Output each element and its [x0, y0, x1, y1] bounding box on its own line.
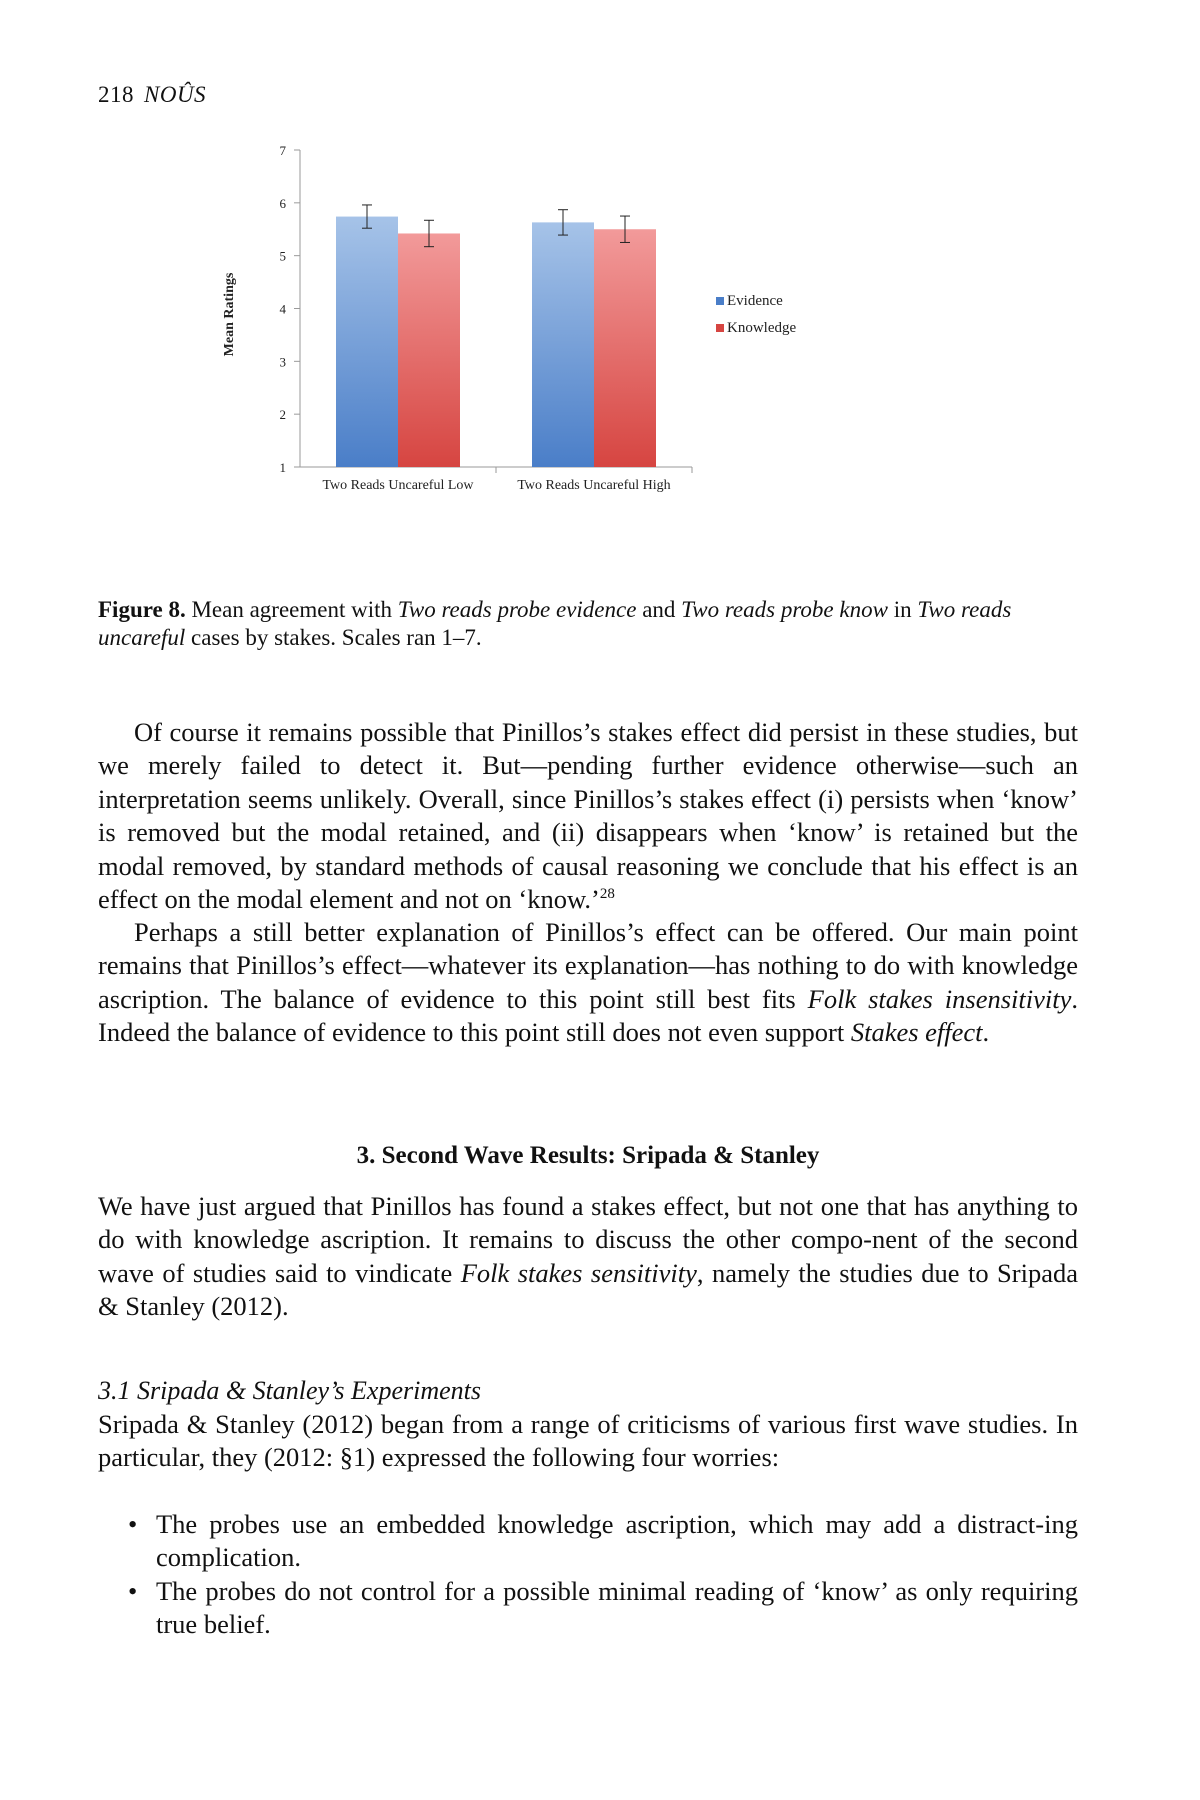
caption-part-0: Mean agreement with: [185, 597, 398, 622]
y-tick-label: 3: [279, 354, 286, 370]
paragraph-3: [98, 1190, 1078, 1324]
legend-label-evidence: Evidence: [727, 293, 783, 309]
y-tick-label: 2: [279, 407, 286, 423]
bar-evidence-1: [532, 222, 594, 467]
caption-part-2: and: [636, 597, 682, 622]
y-axis-label: Mean Ratings: [222, 272, 237, 357]
bullet-icon: •: [128, 1509, 138, 1539]
term-folk-stakes-insensitivity: Folk stakes insensitivity: [807, 983, 1072, 1014]
footnote-ref: 28: [599, 886, 615, 903]
paragraph-2-text-b: . Indeed the balance of evidence to this point still does not even support: [98, 983, 1078, 1048]
bar-evidence-0: [336, 217, 398, 467]
y-tick-label: 5: [279, 248, 286, 264]
paragraph-3-text-b: , namely the studies due to Sripada & Stanley (2012).: [98, 1257, 1078, 1322]
paragraph-3-text-a: We have just argued that Pinillos has found a stakes effect, but not one that has anything to do with knowledge ascription. It remains to discuss the other compo-nent of the second wave of studies said to vindicate: [98, 1191, 1078, 1288]
legend-swatch-evidence: [716, 297, 724, 305]
figure-label: Figure 8.: [98, 597, 186, 622]
caption-part-5: Two reads uncareful: [98, 597, 1012, 650]
bar-knowledge-1: [594, 229, 656, 467]
y-tick-label: 4: [279, 301, 286, 317]
paragraph-2-text-a: Perhaps a still better explanation of Pinillos’s effect can be offered. Our main point remains that Pinillos’s effect—whatever its explanation—has nothing to do with knowledge ascription. The balance of evidence to this point still best fits: [98, 917, 1078, 1014]
bar-knowledge-0: [398, 233, 460, 467]
caption-part-6: cases by stakes. Scales ran 1–7.: [185, 625, 482, 650]
subsection-heading: 3.1 Sripada & Stanley’s Experiments: [98, 1376, 481, 1405]
paragraph-2-text-c: .: [982, 1017, 990, 1048]
y-tick-label: 6: [279, 195, 286, 211]
bar-chart: [222, 143, 960, 590]
page-number: 218: [98, 82, 134, 107]
bullet-list: [98, 1508, 1078, 1642]
legend-label-knowledge: Knowledge: [727, 320, 797, 336]
paragraph-1-text: Of course it remains possible that Pinillos’s stakes effect did persist in these studies, but we merely failed to detect it. But—pending further evidence otherwise—such an interpretation seems unlikely. Overall, since Pinillos’s stakes effect (i) persists when ‘know’ is removed but the modal retained, and (ii) disappears when ‘know’ is retained but the modal removed, by standard methods of causal reasoning we conclude that his effect is an effect on the modal element and not on ‘know.’: [98, 717, 1078, 915]
journal-title: NOÛS: [144, 82, 207, 107]
caption-part-3: Two reads probe know: [681, 597, 888, 622]
legend-swatch-knowledge: [716, 324, 724, 332]
paragraph-1: [98, 716, 1078, 916]
figure-caption: [98, 596, 1078, 652]
x-tick-label: Two Reads Uncareful Low: [322, 478, 474, 493]
list-item: [98, 1508, 1078, 1575]
y-tick-label: 1: [279, 460, 286, 475]
y-tick-label: 7: [279, 143, 286, 158]
paragraph-4: Sripada & Stanley (2012) began from a range of criticisms of various first wave studies. In particular, they (2012: §1) expressed the following four worries:: [98, 1409, 1078, 1473]
figure-8: [222, 143, 960, 590]
caption-part-1: Two reads probe evidence: [397, 597, 637, 622]
running-head: [98, 82, 206, 108]
list-item: [98, 1575, 1078, 1642]
list-item-text: The probes use an embedded knowledge ascription, which may add a distract-ing complication.: [156, 1509, 1078, 1573]
term-folk-stakes-sensitivity: Folk stakes sensitivity: [460, 1257, 697, 1288]
section-heading: 3. Second Wave Results: Sripada & Stanley: [356, 1142, 820, 1169]
paragraph-2: [98, 916, 1078, 1050]
caption-text: [98, 597, 1011, 650]
caption-part-4: in: [887, 597, 918, 622]
list-item-text: The probes do not control for a possible minimal reading of ‘know’ as only requiring true belief.: [156, 1575, 1078, 1640]
x-tick-label: Two Reads Uncareful High: [517, 478, 671, 493]
term-stakes-effect: Stakes effect: [850, 1017, 983, 1048]
bullet-icon: •: [128, 1575, 138, 1606]
